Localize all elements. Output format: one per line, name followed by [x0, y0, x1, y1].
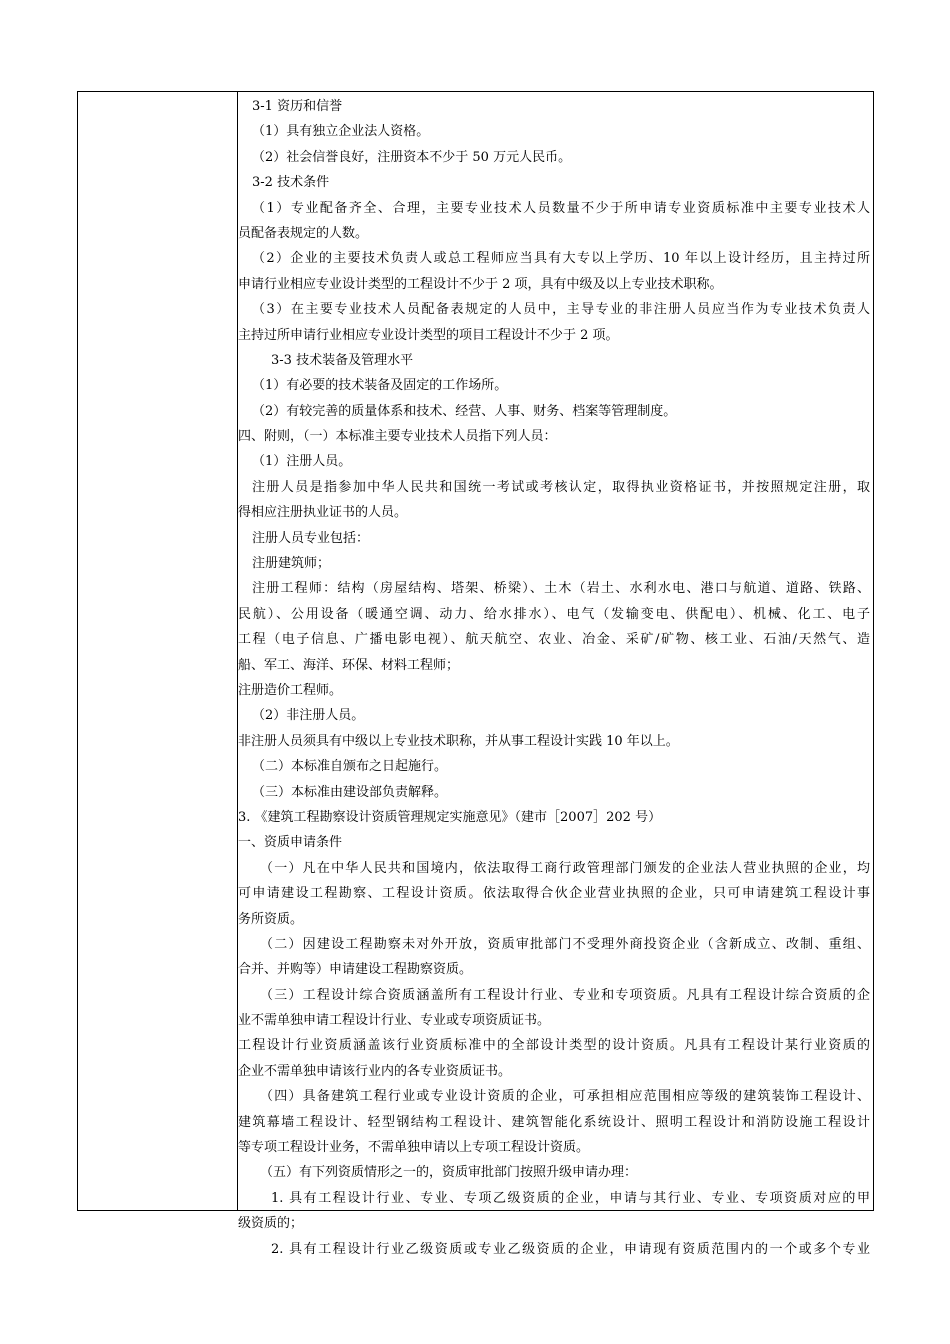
text-line: 注册人员是指参加中华人民共和国统一考试或考核认定，取得执业资格证书，并按照规定注册，取: [252, 479, 870, 495]
text-line: （3）在主要专业技术人员配备表规定的人员中，主导专业的非注册人员应当作为专业技术负责人: [252, 302, 870, 318]
text-line: 注册造价工程师。: [238, 682, 343, 698]
text-line: （一）凡在中华人民共和国境内，依法取得工商行政管理部门颁发的企业法人营业执照的企业，均: [260, 860, 870, 876]
text-line: 等专项工程设计业务，不需单独申请以上专项工程设计资质。: [238, 1140, 590, 1156]
text-line: 工程（电子信息、广播电影电视）、航天航空、农业、冶金、采矿/矿物、核工业、石油/天然气、造: [238, 632, 870, 648]
text-line: （2）社会信誉良好，注册资本不少于 50 万元人民币。: [252, 149, 572, 165]
text-line: 注册人员专业包括：: [252, 530, 370, 546]
text-line: 工程设计行业资质涵盖该行业资质标准中的全部设计类型的设计资质。凡具有工程设计某行业资质的: [238, 1038, 870, 1054]
text-line: （五）有下列资质情形之一的，资质审批部门按照升级申请办理：: [260, 1165, 638, 1181]
document-table: [77, 91, 874, 1257]
text-line: 3. 《建筑工程勘察设计资质管理规定实施意见》（建市［2007］202 号）: [238, 809, 662, 825]
text-line: 务所资质。: [238, 911, 304, 927]
table-content-cell: [238, 94, 870, 1262]
text-line: 四、附则，（一）本标准主要专业技术人员指下列人员：: [238, 429, 557, 445]
text-line: 一、资质申请条件: [238, 835, 343, 851]
text-line: 合并、并购等）申请建设工程勘察资质。: [238, 962, 473, 978]
text-line: 3-3 技术装备及管理水平: [271, 352, 414, 368]
text-line: 船、军工、海洋、环保、材料工程师；: [238, 657, 460, 673]
text-line: （1）专业配备齐全、合理，主要专业技术人员数量不少于所申请专业资质标准中主要专业技术人: [252, 200, 870, 216]
text-line: 得相应注册执业证书的人员。: [238, 505, 408, 521]
text-line: 注册建筑师；: [252, 556, 331, 572]
text-line: （1）具有独立企业法人资格。: [252, 124, 430, 140]
text-line: 员配备表规定的人数。: [238, 225, 369, 241]
text-line: （2）企业的主要技术负责人或总工程师应当具有大专以上学历、10 年以上设计经历，且主持过所: [252, 251, 870, 267]
text-line: （1）有必要的技术装备及固定的工作场所。: [252, 378, 508, 394]
text-line: 建筑幕墙工程设计、轻型钢结构工程设计、建筑智能化系统设计、照明工程设计和消防设施工程设计: [238, 1114, 870, 1130]
text-line: 2. 具有工程设计行业乙级资质或专业乙级资质的企业，申请现有资质范围内的一个或多个专业: [271, 1241, 870, 1257]
text-line: 级资质的；: [238, 1216, 304, 1232]
text-line: （2）有较完善的质量体系和技术、经营、人事、财务、档案等管理制度。: [252, 403, 677, 419]
text-line: 3-1 资历和信誉: [252, 99, 343, 114]
text-line: （二）本标准自颁布之日起施行。: [252, 759, 448, 775]
text-line: （四）具备建筑工程行业或专业设计资质的企业，可承担相应范围相应等级的建筑装饰工程设计、: [260, 1089, 870, 1105]
text-line: 主持过所申请行业相应专业设计类型的项目工程设计不少于 2 项。: [238, 327, 619, 343]
text-line: 3-2 技术条件: [252, 175, 330, 191]
text-line: （2）非注册人员。: [252, 708, 365, 724]
text-line: （1）注册人员。: [252, 454, 352, 470]
text-line: 业不需单独申请工程设计行业、专业或专项资质证书。: [238, 1013, 551, 1029]
text-line: （二）因建设工程勘察未对外开放，资质审批部门不受理外商投资企业（含新成立、改制、重组、: [260, 936, 870, 952]
text-line: 民航）、公用设备（暖通空调、动力、给水排水）、电气（发输变电、供配电）、机械、化工、电子: [238, 606, 870, 622]
text-line: （三）本标准由建设部负责解释。: [252, 784, 448, 800]
text-line: 可申请建设工程勘察、工程设计资质。依法取得合伙企业营业执照的企业，只可申请建筑工程设计事: [238, 886, 870, 902]
text-line: 申请行业相应专业设计类型的工程设计不少于 2 项，具有中级及以上专业技术职称。: [238, 276, 723, 292]
text-line: 注册工程师：结构（房屋结构、塔架、桥梁）、土木（岩土、水利水电、港口与航道、道路、铁路、: [252, 581, 870, 597]
text-line: （三）工程设计综合资质涵盖所有工程设计行业、专业和专项资质。凡具有工程设计综合资质的企: [260, 987, 870, 1003]
text-line: 1. 具有工程设计行业、专业、专项乙级资质的企业，申请与其行业、专业、专项资质对应的甲: [271, 1190, 870, 1206]
text-line: 企业不需单独申请该行业内的各专业资质证书。: [238, 1063, 512, 1079]
text-line: 非注册人员须具有中级以上专业技术职称，并从事工程设计实践 10 年以上。: [238, 733, 679, 749]
